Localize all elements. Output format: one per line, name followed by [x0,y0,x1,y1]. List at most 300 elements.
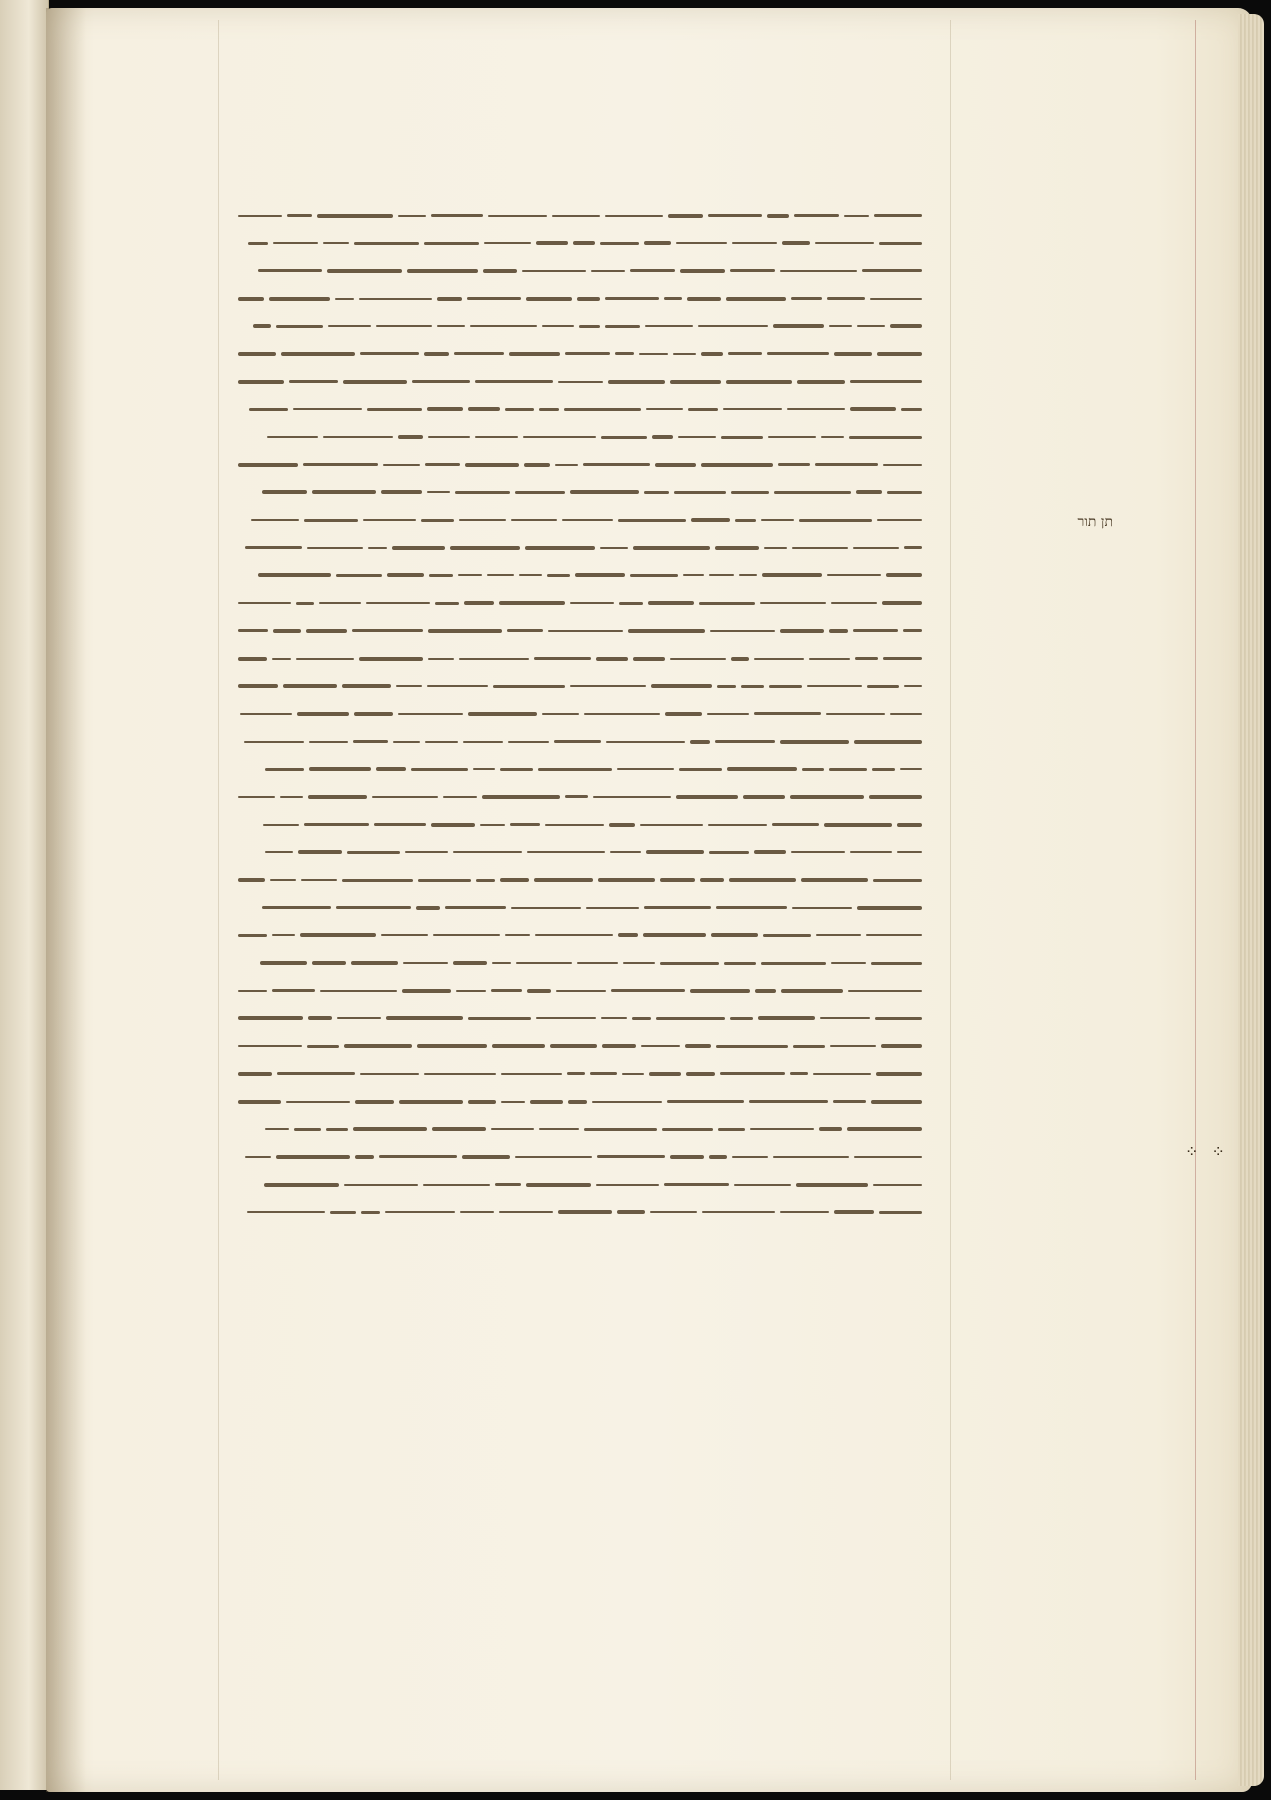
handwritten-word [336,574,382,577]
handwritten-word [701,463,773,467]
handwritten-word [850,407,896,411]
text-line [222,510,922,538]
handwritten-word [683,574,704,576]
handwritten-word [871,962,922,965]
handwritten-word [813,1073,871,1075]
text-line [222,1091,922,1119]
handwritten-word [428,436,470,438]
handwritten-word [437,297,462,301]
handwritten-word [303,463,378,466]
handwritten-word [857,325,885,327]
handwritten-word [707,713,749,715]
handwritten-word [586,907,639,909]
text-line [222,814,922,842]
text-line [222,1008,922,1036]
handwritten-word [238,602,291,604]
handwritten-word [547,574,570,577]
handwritten-word [640,824,703,826]
handwritten-word [354,712,393,716]
handwritten-word [475,436,518,438]
handwritten-word [320,990,397,992]
handwritten-word [763,934,811,937]
handwritten-word [583,463,650,466]
handwritten-word [539,408,559,411]
handwritten-word [379,1155,457,1158]
handwritten-word [336,906,411,909]
handwritten-word [596,1184,659,1186]
handwritten-word [570,685,646,687]
handwritten-word [552,215,600,217]
handwritten-word [335,298,354,300]
handwritten-word [690,740,710,744]
handwritten-word [245,546,302,549]
handwritten-word [488,215,547,217]
handwritten-word [790,795,864,799]
handwritten-word [698,325,768,327]
handwritten-word [337,1017,381,1019]
handwritten-word [665,712,702,716]
handwritten-word [830,1045,876,1047]
handwritten-word [342,684,391,688]
text-line [222,371,922,399]
handwritten-word [593,796,671,798]
handwritten-word [240,713,292,715]
handwritten-word [662,1128,713,1131]
handwritten-word [876,1072,922,1076]
handwritten-word [716,1045,788,1048]
handwritten-word [270,879,296,881]
marginal-annotation: תן תור [1077,514,1113,530]
handwritten-word [820,1017,870,1019]
handwritten-word [780,270,857,272]
handwritten-word [769,685,802,688]
handwritten-word [721,436,763,439]
handwritten-word [565,352,610,355]
handwritten-word [646,408,683,410]
handwritten-word [238,352,276,356]
previous-page-edge [0,0,49,1790]
main-text-column [222,205,922,1375]
handwritten-word [262,906,331,909]
handwritten-word [501,1101,525,1103]
handwritten-word [412,380,470,383]
handwritten-word [468,1100,496,1104]
handwritten-word [534,657,591,660]
handwritten-word [780,740,849,744]
handwritten-word [515,1156,592,1158]
handwritten-word [283,684,337,688]
handwritten-word [487,574,514,576]
handwritten-word [411,768,468,771]
handwritten-word [493,685,565,688]
handwritten-word [319,602,361,604]
handwritten-word [652,435,673,439]
handwritten-word [307,1045,339,1048]
handwritten-word [249,408,288,411]
handwritten-word [251,519,299,521]
handwritten-word [381,490,422,494]
handwritten-word [754,658,804,660]
handwritten-word [639,353,668,355]
handwritten-word [649,1072,681,1076]
handwritten-word [482,795,560,799]
handwritten-word [360,352,419,355]
handwritten-word [542,713,579,715]
handwritten-word [821,436,844,438]
handwritten-word [651,684,712,688]
handwritten-word [425,463,460,466]
handwritten-word [678,436,716,438]
handwritten-word [799,519,872,522]
handwritten-word [304,823,369,826]
handwritten-word [484,242,531,244]
handwritten-word [556,990,606,992]
handwritten-word [755,989,776,993]
handwritten-word [459,519,506,521]
handwritten-word [327,269,402,273]
handwritten-word [844,215,869,217]
handwritten-word [592,1101,662,1103]
handwritten-word [877,352,922,356]
handwritten-word [272,989,315,992]
handwritten-word [730,269,775,272]
handwritten-word [344,1184,418,1186]
handwritten-word [238,380,284,384]
handwritten-word [794,214,839,217]
handwritten-word [796,1183,868,1187]
handwritten-word [890,324,922,328]
handwritten-word [575,573,625,577]
handwritten-word [790,1072,808,1075]
handwritten-word [525,546,595,550]
handwritten-word [535,934,613,936]
handwritten-word [381,934,428,936]
handwritten-word [619,602,643,605]
handwritten-word [476,879,495,882]
handwritten-word [584,1128,657,1131]
handwritten-word [735,519,756,522]
handwritten-word [267,436,318,438]
handwritten-word [238,934,267,937]
handwritten-word [431,823,475,827]
handwritten-word [238,878,265,882]
handwritten-word [427,491,450,493]
handwritten-word [248,242,268,245]
handwritten-word [429,574,453,577]
handwritten-word [732,1156,768,1158]
handwritten-word [633,657,665,661]
text-line [222,260,922,288]
handwritten-word [326,1128,348,1131]
handwritten-word [761,519,794,521]
handwritten-word [709,574,734,576]
handwritten-word [455,491,510,494]
handwritten-word [385,1211,455,1213]
handwritten-word [854,740,922,744]
handwritten-word [273,242,318,244]
handwritten-word [741,685,764,688]
handwritten-word [468,407,500,411]
handwritten-word [778,463,810,466]
handwritten-word [536,241,568,245]
text-line [222,1174,922,1202]
handwritten-word [648,601,694,605]
handwritten-word [731,491,769,494]
handwritten-word [523,436,596,438]
handwritten-word [328,325,371,327]
handwritten-word [253,324,271,328]
marginal-marks: ⁘ ⁘ [1185,1142,1229,1161]
handwritten-word [312,961,346,965]
handwritten-word [829,325,852,327]
handwritten-word [423,1184,490,1186]
handwritten-word [600,242,639,245]
handwritten-word [437,325,465,327]
handwritten-word [872,768,895,771]
text-line [222,537,922,565]
handwritten-word [527,989,551,993]
handwritten-word [655,463,696,467]
handwritten-word [499,1211,553,1213]
handwritten-word [780,629,824,633]
handwritten-word [668,214,703,218]
text-line [222,703,922,731]
handwritten-word [758,1016,815,1020]
handwritten-word [376,325,432,327]
handwritten-word [454,352,504,355]
handwritten-word [716,906,787,909]
text-line [222,980,922,1008]
handwritten-word [854,1156,922,1158]
handwritten-word [900,768,922,770]
handwritten-word [903,629,922,632]
handwritten-word [883,464,922,466]
text-line [222,870,922,898]
handwritten-word [492,1044,545,1048]
text-line [222,288,922,316]
handwritten-word [527,851,605,853]
handwritten-word [630,574,678,577]
handwritten-word [458,574,482,576]
handwritten-word [760,602,826,604]
handwritten-word [664,297,682,300]
handwritten-word [890,713,922,715]
handwritten-word [853,629,898,632]
handwritten-word [499,601,565,605]
handwritten-word [538,768,612,771]
handwritten-word [424,242,479,245]
handwritten-word [443,796,477,798]
handwritten-word [536,1017,596,1019]
handwritten-word [761,962,826,965]
handwritten-word [715,740,775,743]
handwritten-word [774,491,851,494]
handwritten-word [720,1072,785,1075]
handwritten-word [615,352,634,355]
handwritten-word [600,547,628,549]
handwritten-word [679,768,722,771]
text-line [222,316,922,344]
text-line [222,953,922,981]
handwritten-word [570,602,614,604]
handwritten-word [801,878,868,882]
handwritten-word [264,1183,339,1187]
text-line [222,454,922,482]
handwritten-word [428,629,502,633]
handwritten-word [352,629,423,632]
handwritten-word [387,573,424,577]
handwritten-word [562,519,613,521]
handwritten-word [402,989,451,993]
handwritten-word [554,740,601,743]
handwritten-word [511,907,581,909]
handwritten-word [289,380,338,383]
handwritten-word [372,796,438,798]
handwritten-word [294,1128,321,1131]
handwritten-word [791,297,822,300]
handwritten-word [398,215,426,217]
handwritten-word [281,352,355,356]
handwritten-word [853,547,899,549]
handwritten-word [392,546,445,550]
handwritten-word [568,1100,587,1104]
handwritten-word [508,741,549,743]
handwritten-word [870,298,922,300]
handwritten-word [459,658,529,660]
handwritten-word [309,767,371,771]
handwritten-word [750,1128,814,1130]
handwritten-word [596,657,628,661]
text-line [222,925,922,953]
handwritten-word [622,1073,644,1075]
handwritten-word [511,519,557,521]
handwritten-word [717,685,736,688]
handwritten-word [300,933,376,937]
text-line [222,399,922,427]
handwritten-word [826,713,885,715]
handwritten-word [293,408,362,410]
handwritten-word [431,214,483,217]
handwritten-word [688,408,718,411]
handwritten-word [897,851,922,853]
handwritten-word [558,381,603,383]
handwritten-word [590,1072,617,1075]
handwritten-word [710,630,775,632]
handwritten-word [879,242,922,245]
text-line [222,676,922,704]
handwritten-word [660,878,695,882]
handwritten-word [815,463,878,466]
handwritten-word [618,519,686,522]
handwritten-word [676,795,738,799]
handwritten-word [809,658,850,660]
handwritten-word [238,1072,272,1076]
handwritten-word [244,741,304,743]
handwritten-word [501,1073,562,1075]
handwritten-word [297,712,349,716]
handwritten-word [492,962,511,964]
handwritten-word [605,297,659,300]
handwritten-word [701,352,723,356]
handwritten-word [709,1155,727,1159]
handwritten-word [819,1127,842,1131]
handwritten-word [495,1183,521,1186]
handwritten-word [743,795,785,799]
handwritten-word [468,712,537,716]
handwritten-word [792,547,848,549]
handwritten-word [308,795,367,799]
handwritten-word [263,824,299,826]
handwritten-word [265,1128,289,1130]
handwritten-word [591,270,625,272]
text-line [222,897,922,925]
handwritten-word [467,297,521,300]
handwritten-word [407,269,478,273]
handwritten-word [262,490,307,494]
handwritten-word [510,823,540,826]
handwritten-word [405,851,448,853]
handwritten-word [276,1155,350,1159]
handwritten-word [416,906,440,910]
handwritten-word [344,1044,412,1048]
handwritten-word [453,961,487,965]
handwritten-word [505,408,534,411]
handwritten-word [598,878,655,882]
handwritten-word [258,573,331,577]
handwritten-word [359,657,423,661]
handwritten-word [433,934,500,936]
handwritten-word [475,380,553,383]
page-stack-edge [1238,14,1264,1786]
handwritten-word [491,989,522,992]
handwritten-word [577,297,600,301]
handwritten-word [641,1045,680,1047]
handwritten-word [866,934,922,936]
handwritten-word [772,823,819,826]
handwritten-word [630,269,675,272]
handwritten-word [238,1045,302,1047]
handwritten-word [632,1017,651,1020]
handwritten-word [463,741,503,743]
handwritten-word [238,1100,281,1104]
handwritten-word [901,408,922,411]
handwritten-word [470,325,537,327]
handwritten-word [317,214,393,218]
handwritten-word [361,1211,380,1214]
handwritten-word [276,325,323,328]
handwritten-word [577,962,618,964]
handwritten-word [850,851,892,853]
handwritten-word [445,906,506,909]
handwritten-word [515,491,565,494]
handwritten-word [708,824,767,826]
handwritten-word [542,325,574,327]
handwritten-word [617,768,674,770]
handwritten-word [403,962,448,964]
handwritten-word [309,741,348,743]
handwritten-word [427,407,463,411]
handwritten-word [670,1155,704,1159]
handwritten-word [726,380,792,384]
handwritten-word [645,325,693,327]
handwritten-word [516,962,572,964]
handwritten-word [238,629,268,632]
handwritten-word [354,242,419,245]
handwritten-word [699,602,755,605]
handwritten-word [831,962,866,964]
handwritten-word [644,491,669,494]
handwritten-word [797,380,845,384]
